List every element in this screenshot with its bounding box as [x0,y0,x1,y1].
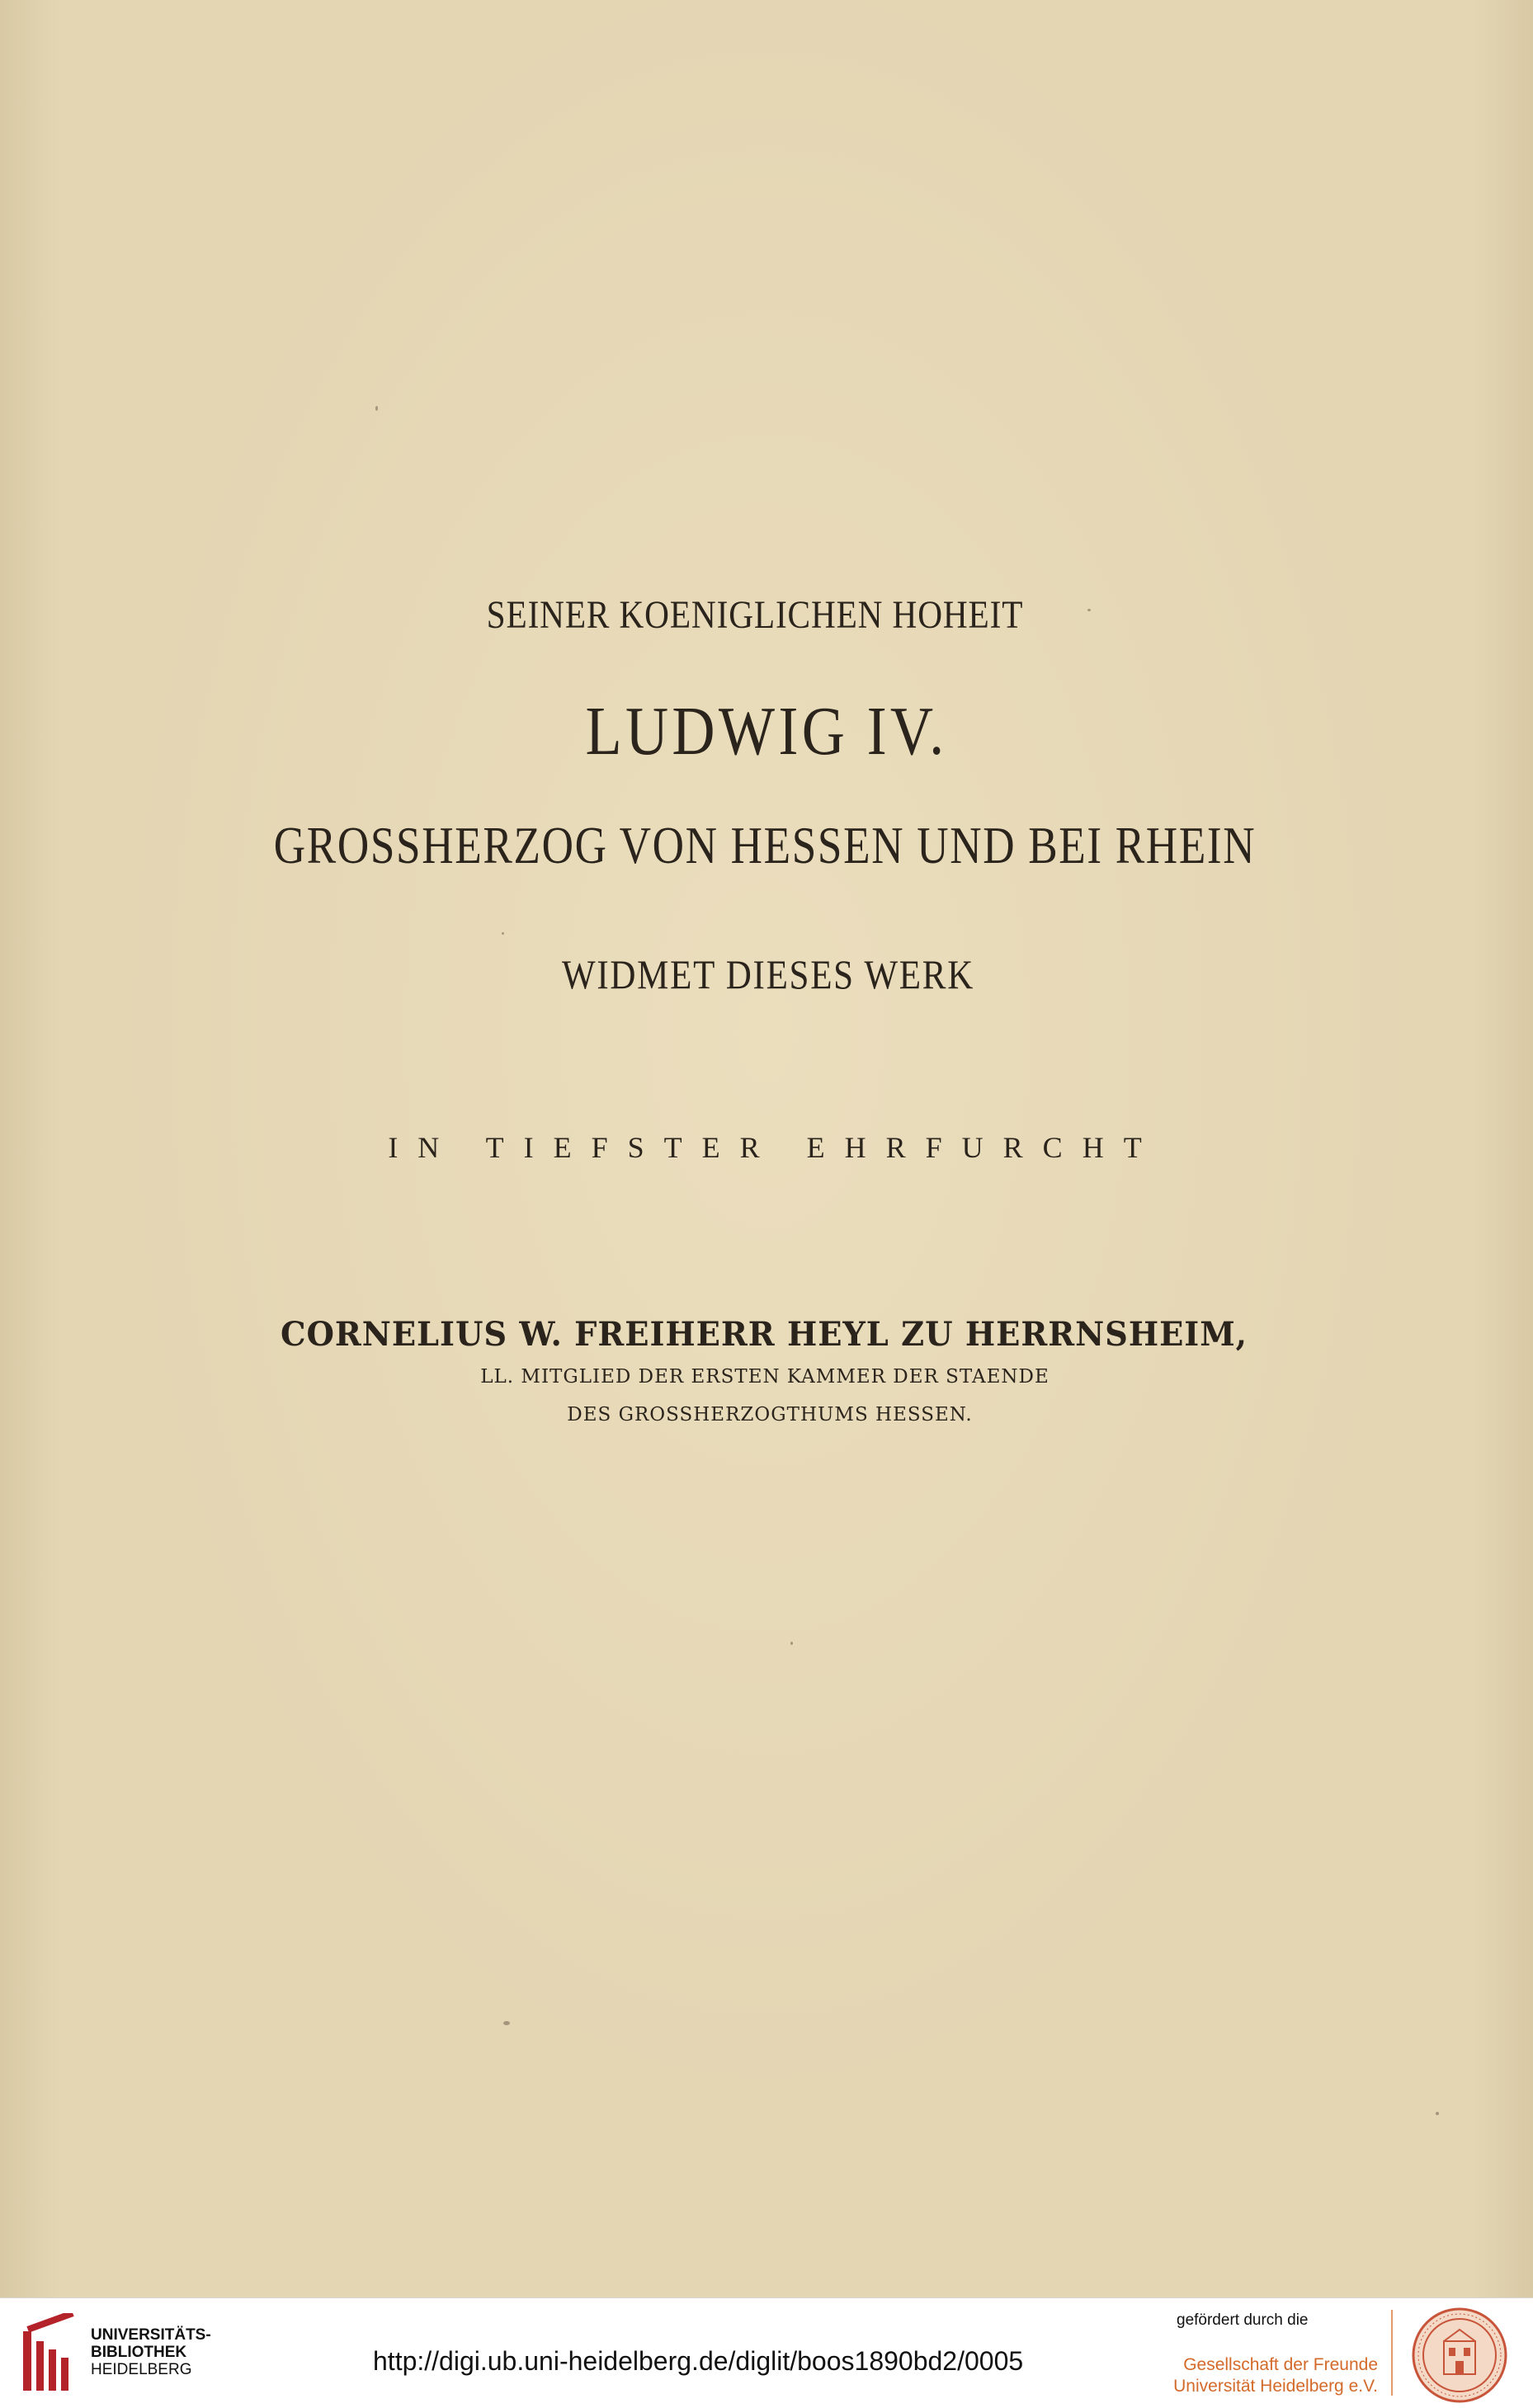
library-name-line-1: UNIVERSITÄTS- [91,2326,211,2344]
library-name-line-3: HEIDELBERG [91,2361,192,2378]
university-seal-icon [1411,2307,1508,2404]
dedication-line-recipient-rank: GROSSHERZOG VON HESSEN UND BEI RHEIN [273,816,1257,874]
sponsor-label: gefördert durch die [1177,2311,1309,2329]
paper-speck [790,1642,793,1645]
sponsor-name-line-1: Gesellschaft der Freunde [1183,2355,1378,2374]
paper-speck [375,406,378,411]
paper-speck [502,932,504,935]
dedication-line-recipient-name: LUDWIG IV. [585,693,948,770]
dedication-author-name: CORNELIUS W. FREIHERR HEYL ZU HERRNSHEIM, [280,1315,1248,1354]
dedication-line-recipient-title: SEINER KOENIGLICHEN HOHEIT [486,593,1024,637]
sponsor-block [1097,2311,1378,2397]
paper-speck [1087,609,1091,611]
dedication-line-reverence: IN TIEFSTER EHRFURCHT [388,1131,1162,1164]
dedication-author-title-1: LL. MITGLIED DER ERSTEN KAMMER DER STAENDE [480,1366,1050,1388]
dedication-author-title-2: DES GROSSHERZOGTHUMS HESSEN. [567,1404,973,1425]
library-name-line-2: BIBLIOTHEK [91,2344,187,2361]
dedication-line-dedicates: WIDMET DIESES WERK [562,951,974,997]
library-name [91,2326,231,2378]
sponsor-name-line-2: Universität Heidelberg e.V. [1173,2377,1378,2396]
paper-speck [1436,2112,1439,2115]
permalink-url[interactable]: http://digi.ub.uni-heidelberg.de/diglit/boos1890bd2/0005 [373,2346,1024,2376]
sponsor-divider [1391,2310,1393,2396]
paper-speck [503,2021,510,2025]
digitization-footer [0,2297,1533,2408]
university-library-logo-icon [20,2313,86,2396]
